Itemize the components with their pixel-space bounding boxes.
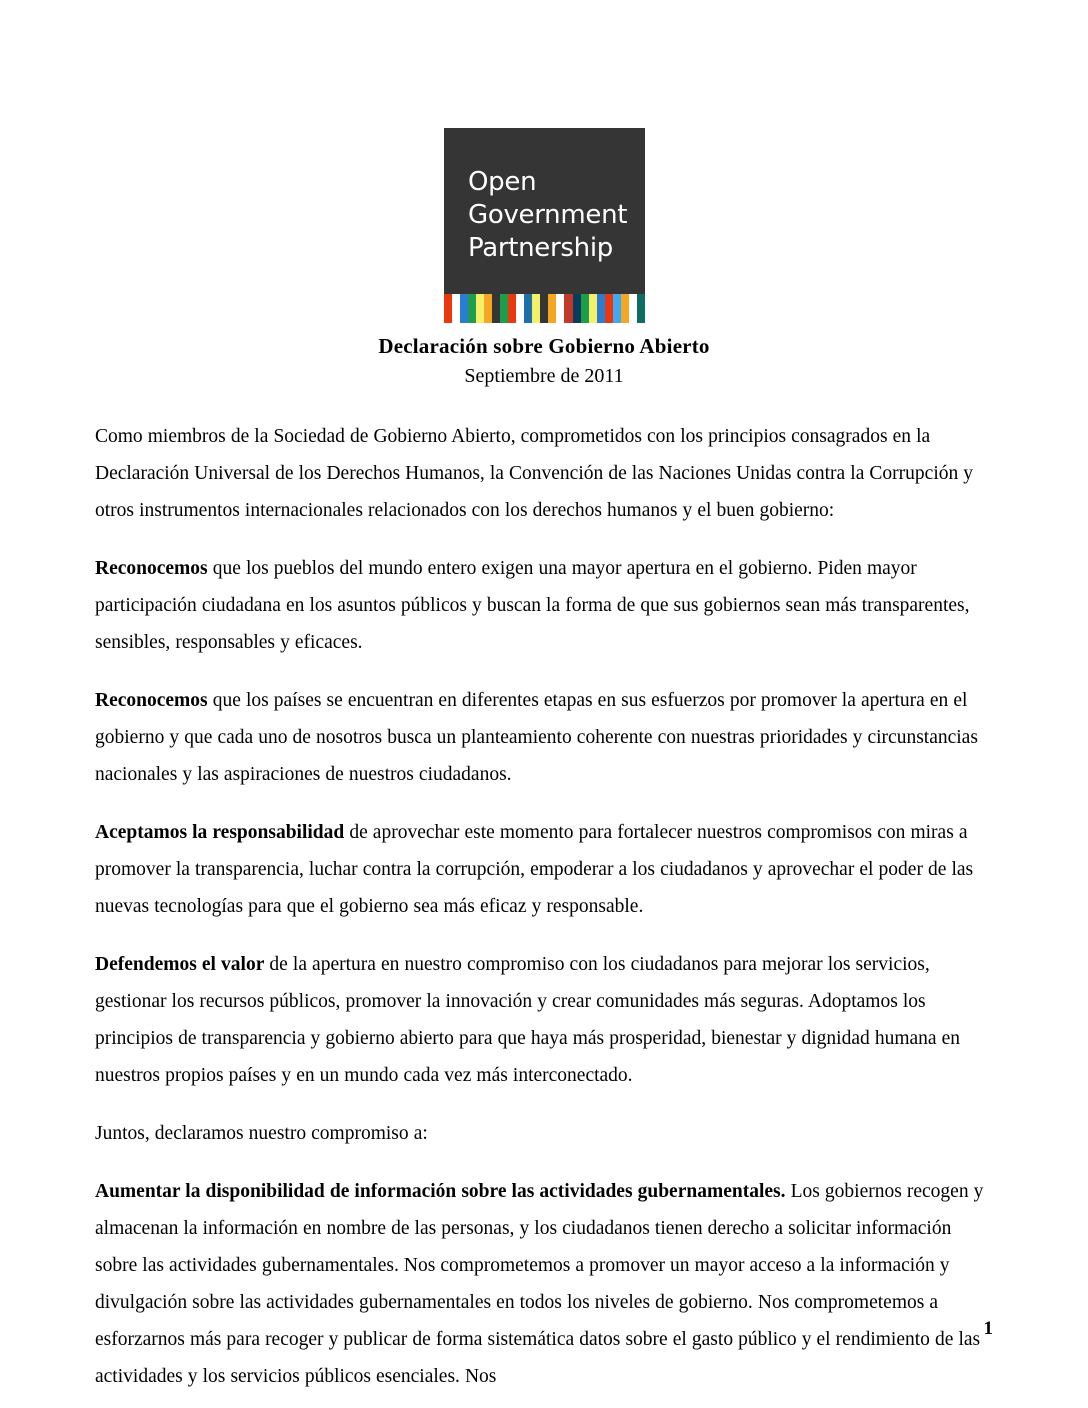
logo-stripe-7 — [500, 294, 508, 323]
paragraph-juntos — [95, 1115, 997, 1152]
logo-stripe-13 — [548, 294, 556, 323]
document-body — [95, 418, 997, 1395]
page-title: Declaración sobre Gobierno Abierto — [378, 334, 710, 358]
logo-stripe-3 — [468, 294, 476, 323]
paragraph-lead: Defendemos el valor — [95, 954, 265, 975]
paragraph-lead: Aceptamos la responsabilidad — [95, 822, 345, 843]
paragraph-text: que los pueblos del mundo entero exigen una mayor apertura en el gobierno. Piden mayor participación ciudadana en los asuntos públicos y buscan la forma de que sus gobiernos sean más transparentes, sensibles, responsables y eficaces. — [95, 558, 970, 653]
logo-line-partnership: Partnership — [468, 233, 613, 263]
paragraph-text: Juntos, declaramos nuestro compromiso a: — [95, 1123, 428, 1144]
paragraph-aumentar — [95, 1173, 997, 1395]
paragraph-lead: Reconocemos — [95, 558, 208, 579]
logo-stripe-0 — [444, 294, 452, 323]
logo-stripe-20 — [605, 294, 613, 323]
logo-stripe-4 — [476, 294, 484, 323]
paragraph-text: Los gobiernos recogen y almacenan la información en nombre de las personas, y los ciudadanos tienen derecho a solicitar información sobre las actividades gubernamentales. Nos comprometemos a promover un mayor acceso a la información y divulgación sobre las actividades gubernamentales en todos los niveles de gobierno. Nos comprometemos a esforzarnos más para recoger y publicar de forma sistemática datos sobre el gasto público y el rendimiento de las actividades y los servicios públicos esenciales. Nos — [95, 1181, 984, 1387]
logo-stripe-21 — [613, 294, 621, 323]
paragraph-text: de aprovechar este momento para fortalecer nuestros compromisos con miras a promover la transparencia, luchar contra la corrupción, empoderar a los ciudadanos y aprovechar el poder de las nuevas tecnologías para que el gobierno sea más eficaz y responsable. — [95, 822, 974, 917]
logo-stripe-2 — [460, 294, 468, 323]
logo-stripe-8 — [508, 294, 516, 323]
paragraph-text: Como miembros de la Sociedad de Gobierno Abierto, comprometidos con los principios consagrados en la Declaración Universal de los Derechos Humanos, la Convención de las Naciones Unidas contra la Corrupción y otros instrumentos internacionales relacionados con los derechos humanos y el buen gobierno: — [95, 426, 974, 521]
paragraph-reconocemos-1 — [95, 550, 997, 661]
paragraph-aceptamos — [95, 814, 997, 925]
logo-line-open: Open — [468, 167, 537, 197]
logo-stripe-18 — [589, 294, 597, 323]
paragraph-lead: Reconocemos — [95, 690, 208, 711]
paragraph-lead: Aumentar la disponibilidad de información sobre las actividades gubernamentales. — [95, 1181, 786, 1202]
logo-stripe-24 — [637, 294, 645, 323]
logo-stripe-5 — [484, 294, 492, 323]
paragraph-reconocemos-2 — [95, 682, 997, 793]
page-number: 1 — [983, 1318, 993, 1339]
logo-line-government: Government — [468, 200, 628, 230]
logo-stripe-15 — [564, 294, 572, 323]
logo-stripe-12 — [540, 294, 548, 323]
logo-wordmark — [468, 166, 646, 265]
logo-stripe-1 — [452, 294, 460, 323]
logo-stripe-6 — [492, 294, 500, 323]
logo-stripe-22 — [621, 294, 629, 323]
paragraph-intro — [95, 418, 997, 529]
logo-color-stripes — [444, 294, 645, 323]
logo-stripe-16 — [573, 294, 581, 323]
logo-stripe-14 — [556, 294, 564, 323]
logo-stripe-23 — [629, 294, 637, 323]
logo-stripe-10 — [524, 294, 532, 323]
logo-stripe-17 — [581, 294, 589, 323]
logo-stripe-9 — [516, 294, 524, 323]
open-government-partnership-logo — [444, 128, 645, 323]
paragraph-text: de la apertura en nuestro compromiso con los ciudadanos para mejorar los servicios, gestionar los recursos públicos, promover la innovación y crear comunidades más seguras. Adoptamos los principios de transparencia y gobierno abierto para que haya más prosperidad, bienestar y dignidad humana en nuestros propios países y en un mundo cada vez más interconectado. — [95, 954, 961, 1086]
logo-stripe-19 — [597, 294, 605, 323]
document-date: Septiembre de 2011 — [464, 365, 624, 387]
paragraph-defendemos — [95, 946, 997, 1094]
paragraph-text: que los países se encuentran en diferentes etapas en sus esfuerzos por promover la apertura en el gobierno y que cada uno de nosotros busca un planteamiento coherente con nuestras prioridades y circunstancias nacionales y las aspiraciones de nuestros ciudadanos. — [95, 690, 978, 785]
logo-stripe-11 — [532, 294, 540, 323]
